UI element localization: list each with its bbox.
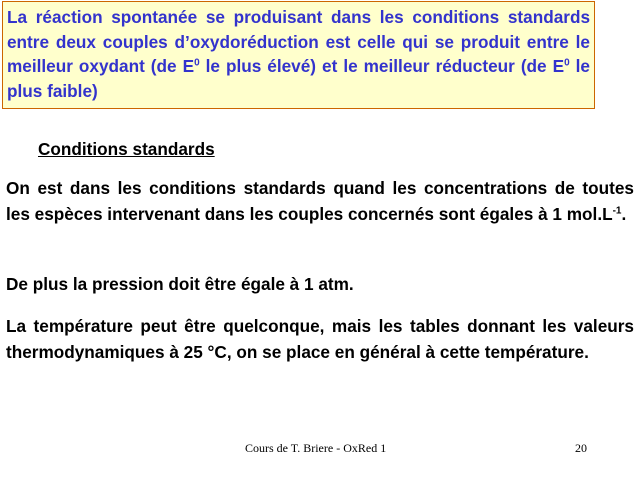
paragraph-period: . <box>621 204 627 224</box>
paragraph-text: On est dans les conditions standards quand les concentrations de toutes les espèces intervenant dans les couples concernés sont égales à 1 mol.L <box>6 178 634 224</box>
footer-course-label: Cours de T. Briere - OxRed 1 <box>245 441 387 455</box>
superscript-zero: 0 <box>564 57 570 69</box>
section-heading: Conditions standards <box>38 139 215 159</box>
page-number: 20 <box>575 441 587 455</box>
callout-text-part3: le plus faible) <box>7 56 590 101</box>
highlight-box <box>2 1 595 109</box>
callout-text-part2: le plus élevé) et le meilleur réducteur (de E <box>199 56 565 76</box>
superscript-exponent: -1 <box>612 205 622 217</box>
paragraph-concentration <box>6 175 634 227</box>
paragraph-pressure: De plus la pression doit être égale à 1 atm. <box>6 274 354 294</box>
callout-text-part1: La réaction spontanée se produisant dans les conditions standards entre deux couples d’oxydoréduction est celle qui se produit entre le meilleur oxydant (de E <box>7 7 590 76</box>
superscript-zero: 0 <box>194 57 200 69</box>
paragraph-temperature: La température peut être quelconque, mais les tables donnant les valeurs thermodynamiques à 25 °C, on se place en général à cette température. <box>6 316 634 362</box>
